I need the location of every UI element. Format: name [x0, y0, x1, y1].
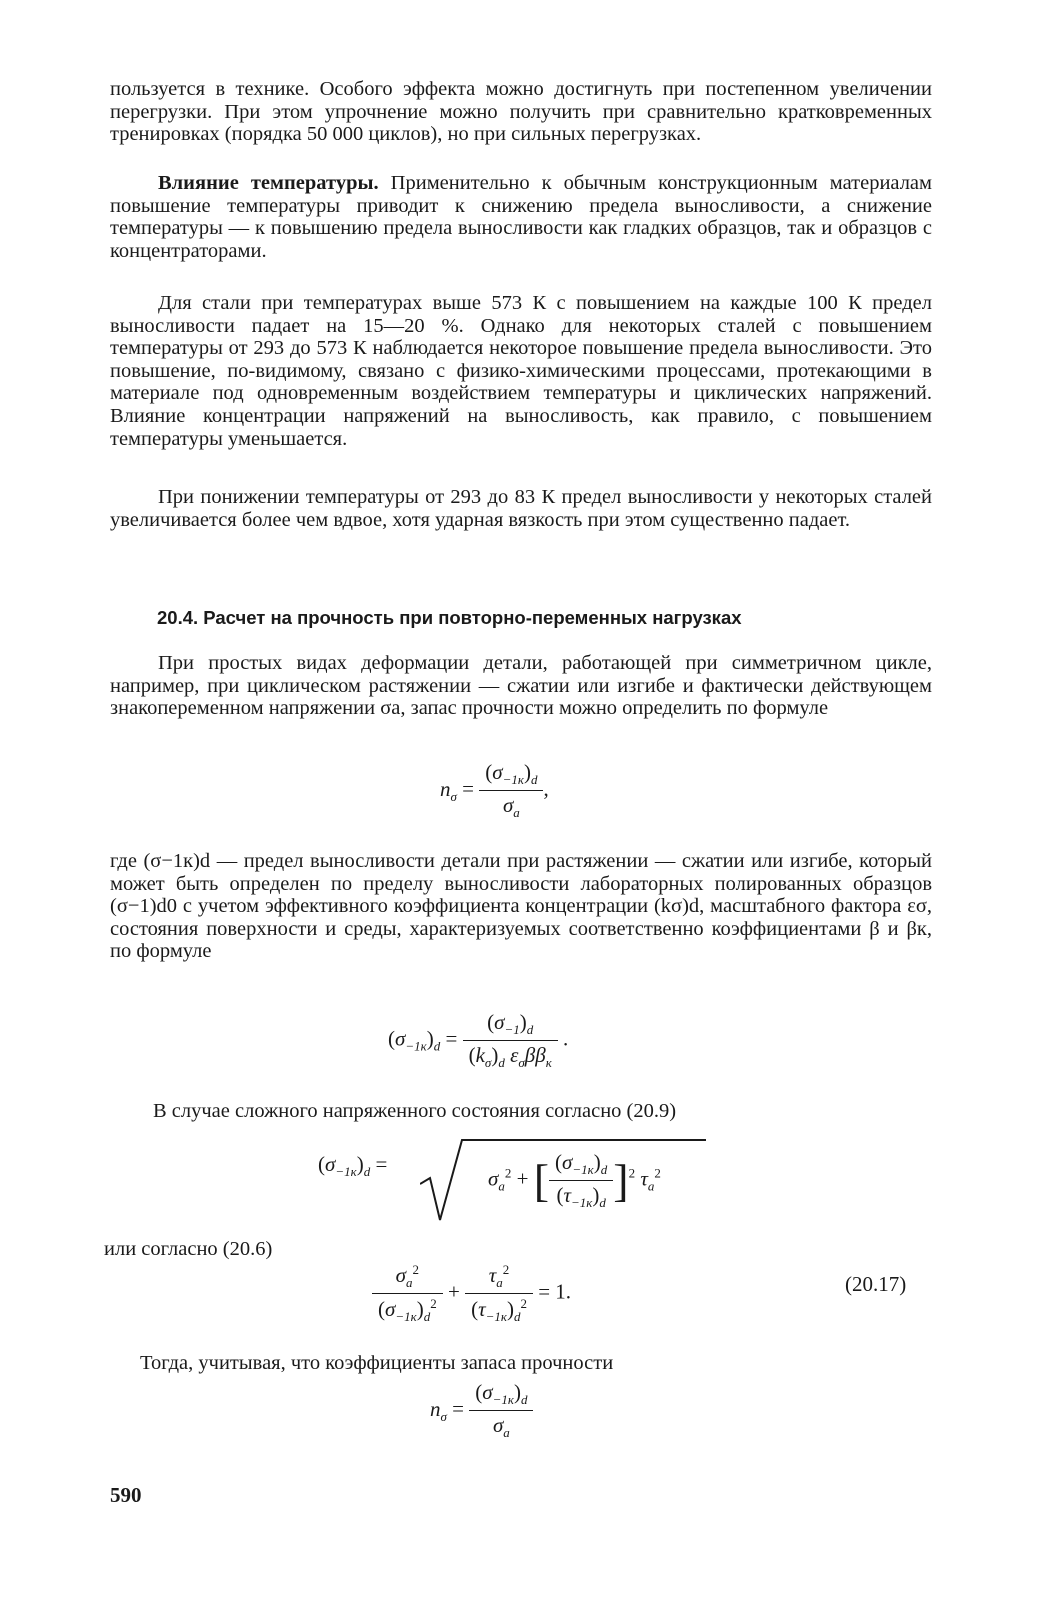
formula-20-17: $\frac{\sigma_a^2}{(\sigma_{-1к})_d^2}$ + $\frac{\tau_a^2}{(\tau_{-1к})_d^2}$ = 1.: [372, 1262, 571, 1325]
or-line: или согласно (20.6): [104, 1238, 273, 1260]
complex-state-line: В случае сложного напряженного состояния согласно (20.9): [153, 1100, 677, 1122]
paragraph-steel: Для стали при температурах выше 573 К с повышением на каждые 100 К предел выносливости падает на 15—20 %. Однако для некоторых сталей с повышением температуры от 293 до 573 К наблюдается некоторое повышение предела выносливости. Это повышение, по-видимому, связано с физико-химическими процессами, протекающими в материале под одновременным воздействием температуры и циклических напряжений. Влияние концентрации напряжений на выносливость, как правило, с повышением температуры уменьшается.: [110, 292, 932, 450]
formula-safety-factor: $n_\sigma$ = $\frac{(\sigma_{-1к})_d}{\sigma_a}$ ,: [440, 760, 549, 821]
page-number: 590: [110, 1483, 142, 1507]
formula-safety-factor-2: $n_\sigma$ = $\frac{(\sigma_{-1к})_d}{\sigma_a}$: [430, 1380, 533, 1441]
then-line: Тогда, учитывая, что коэффициенты запаса прочности: [140, 1352, 614, 1374]
formula-complex-state-radicand: $\sigma_a^2$ + [ $\frac{(\sigma_{-1к})_d}{(\tau_{-1к})_d}$ ]$^2$ $\tau_a^2$: [488, 1150, 661, 1211]
section-paragraph: При простых видах деформации детали, работающей при симметричном цикле, например, при циклическом растяжении — сжатии или изгибе и фактически действующем знакопеременном напряжении σa, запас прочности можно определить по формуле: [110, 652, 932, 720]
where-paragraph: где (σ−1к)d — предел выносливости детали при растяжении — сжатии или изгибе, который может быть определен по пределу выносливости лабораторных полированных образцов (σ−1)d0 с учетом эффективного коэффициента концентрации (kσ)d, масштабного фактора εσ, состояния поверхности и среды, характеризуемых соответственно коэффициентами β и βк, по формуле: [110, 850, 932, 963]
paragraph-temperature: Влияние температуры. Применительно к обычным конструкционным материалам повышение температуры приводит к снижению предела выносливости, а снижение температуры — к повышению предела выносливости как гладких образцов, так и образцов с концентраторами.: [110, 172, 933, 262]
equation-number: (20.17): [845, 1272, 907, 1296]
paragraph-low-temperature: При понижении температуры от 293 до 83 К предел выносливости у некоторых сталей увеличивается более чем вдвое, хотя ударная вязкость при этом существенно падает.: [110, 486, 932, 531]
paragraph-1: пользуется в технике. Особого эффекта можно достигнуть при постепенном увеличении перегрузки. При этом упрочнение можно получить при сравнительно кратковременных тренировках (порядка 50 000 циклов), но при сильных перегрузках.: [110, 78, 932, 146]
formula-complex-state: $(\sigma_{-1к})_d$ =: [318, 1152, 388, 1180]
formula-endurance-limit: $(\sigma_{-1к})_d$ = $\frac{(\sigma_{-1})_d}{(k_\sigma)_d \varepsilon_\sigma\beta\beta_к}$ .: [388, 1010, 569, 1071]
section-heading: 20.4. Расчет на прочность при повторно-переменных нагрузках: [157, 607, 742, 628]
run-in-heading: Влияние температуры.: [158, 172, 379, 194]
